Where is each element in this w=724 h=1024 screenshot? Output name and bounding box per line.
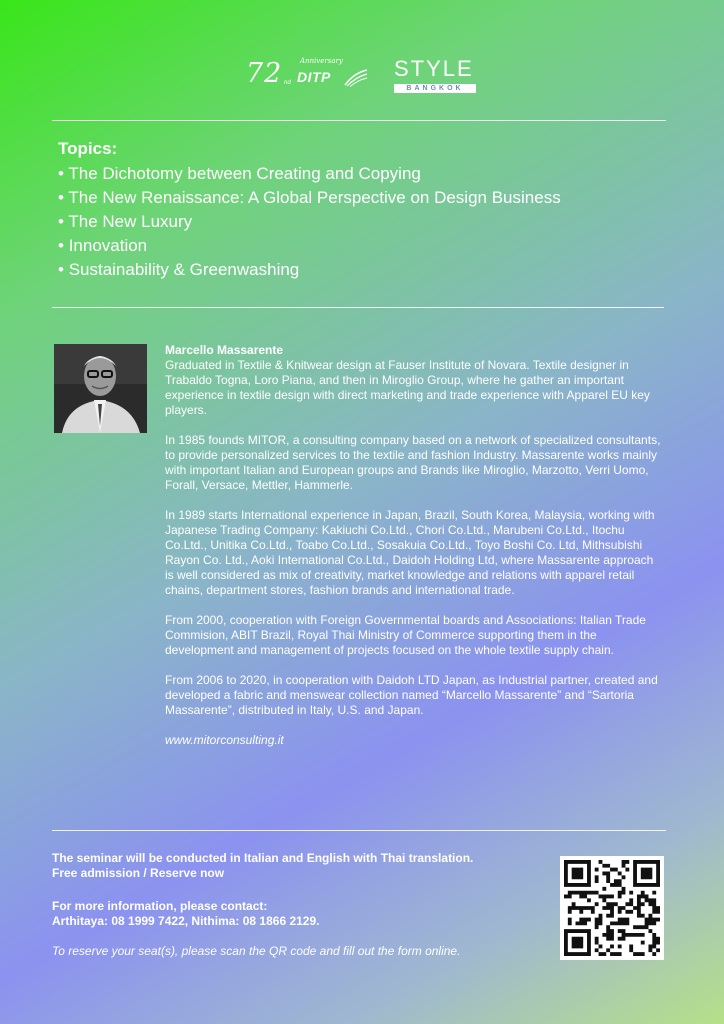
header-logos	[0, 54, 724, 98]
contact-numbers: Arthitaya: 08 1999 7422, Nithima: 08 1866 2129.	[52, 914, 320, 928]
topic-text: The New Luxury	[68, 212, 193, 231]
bio-paragraph: In 1985 founds MITOR, a consulting company based on a network of specialized consultants, to provide personalized services to the textile and fashion Industry. Massarente works mainly with important Italian and European groups and Brands like Miroglio, Marzotto, Verri Uomo, Forall, Versace, Mettler, Hammerle.	[165, 433, 661, 492]
speaker-bio	[165, 343, 665, 748]
ditp-number: 72	[246, 58, 283, 89]
bio-paragraph: In 1989 starts International experience in Japan, Brazil, South Korea, Malaysia, working with Japanese Trading Company: Kakiuchi Co.Ltd., Chori Co.Ltd., Marubeni Co.Ltd., Itochu Co.Ltd., Unitika Co.Ltd., Toabo Co.Ltd., Sosakuia Co.Ltd., Toyo Boshi Co. Ltd, Mithsubishi Rayon Co. Ltd., Aoki International Co.Ltd., Daidoh Holding Ltd, where Massarente approach is well considered as mix of creativity, market knowledge and relations with apparel retail chains, department stores, fashion brands and international trade.	[165, 508, 655, 597]
reserve-note: To reserve your seat(s), please scan the QR code and fill out the form online.	[52, 944, 461, 958]
topic-item: • The Dichotomy between Creating and Copying	[58, 164, 421, 183]
topic-item: • Innovation	[58, 236, 148, 255]
language-note: The seminar will be conducted in Italian and English with Thai translation.	[52, 851, 474, 865]
speaker-name: Marcello Massarente	[165, 343, 284, 357]
speaker-photo	[54, 344, 147, 433]
divider-middle	[52, 307, 664, 308]
topic-text: Sustainability & Greenwashing	[68, 260, 300, 279]
bio-paragraph: From 2000, cooperation with Foreign Governmental boards and Associations: Italian Trade Commision, ABIT Brazil, Royal Thai Ministry of Commerce supporting them in the development and management of projects focused on the whole textile supply chain.	[165, 613, 646, 657]
ditp-suffix: nd	[284, 80, 291, 86]
topic-text: Innovation	[68, 236, 148, 255]
topics-list	[58, 162, 561, 282]
qr-code-icon	[560, 856, 664, 960]
ditp-72nd-anniversary-logo	[246, 54, 370, 94]
qr-code[interactable]	[560, 856, 664, 960]
divider-bottom	[52, 830, 666, 831]
topic-item: • Sustainability & Greenwashing	[58, 260, 300, 279]
ditp-anniversary-label: Anniversary	[300, 57, 343, 65]
bio-paragraph: Graduated in Textile & Knitwear design at Fauser Institute of Novara. Textile designer in Trabaldo Togna, Loro Piana, and then in Miroglio Group, where he gather an important experience in textile design with direct marketing and trade experience with Apparel EU key players.	[165, 358, 650, 417]
ditp-swoosh-icon	[344, 69, 368, 87]
speaker-portrait-image	[54, 344, 147, 433]
footer-info	[52, 851, 532, 959]
contact-heading: For more information, please contact:	[52, 899, 268, 913]
topic-item: • The New Luxury	[58, 212, 193, 231]
ditp-name: DITP	[297, 69, 331, 85]
topic-text: The New Renaissance: A Global Perspective on Design Business	[68, 188, 561, 207]
topic-text: The Dichotomy between Creating and Copying	[68, 164, 421, 183]
topic-item: • The New Renaissance: A Global Perspective on Design Business	[58, 188, 561, 207]
topics-heading: Topics:	[58, 139, 118, 158]
bio-paragraph: From 2006 to 2020, in cooperation with Daidoh LTD Japan, as Industrial partner, created and developed a fabric and menswear collection named “Marcello Massarente” and “Sartoria Massarente”, distributed in Italy, U.S. and Japan.	[165, 673, 658, 717]
admission-note: Free admission / Reserve now	[52, 866, 225, 880]
website-link[interactable]: www.mitorconsulting.it	[165, 733, 284, 747]
style-bangkok-logo	[394, 58, 478, 94]
style-wordmark: STYLE	[394, 56, 474, 81]
divider-top	[52, 120, 666, 121]
bangkok-bar: BANGKOK	[394, 84, 476, 93]
